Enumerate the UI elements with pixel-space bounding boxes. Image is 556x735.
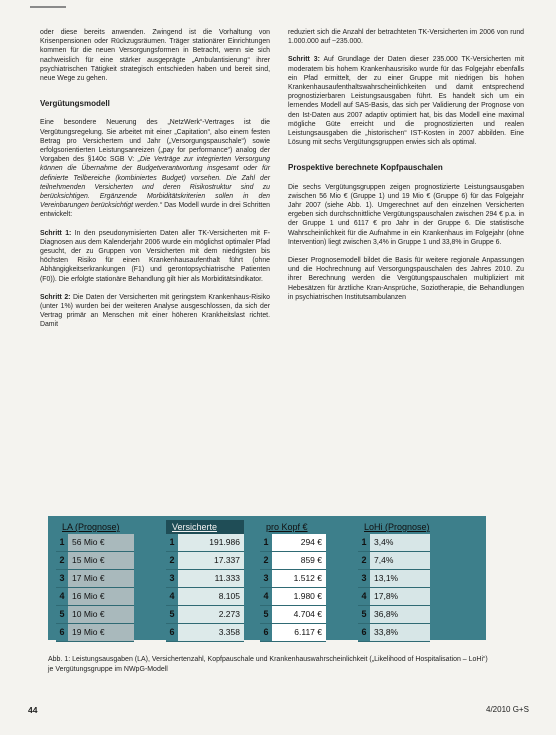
la-row [56, 624, 134, 642]
versicherte-value: 191.986 [178, 534, 244, 551]
group-number: 6 [260, 624, 272, 641]
pro-kopf-value: 6.117 € [272, 624, 326, 641]
group-number: 2 [56, 552, 68, 569]
lohi-row [358, 606, 430, 624]
versicherte-value: 17.337 [178, 552, 244, 569]
step-3-label: Schritt 3: [288, 56, 320, 64]
law-quote: „Die Verträge zur integrierten Versorgung können die Übernahme der Budgetverantwortung insgesamt oder für definierte Teilbereiche (kombiniertes Budget) vorsehen. Die Zahl der teilnehmenden Versicherten und deren Risikostruktur sind zu berücksichtigen. Ergänzende Morbiditätskriterien sollen in den Vereinbarungen berücksichtigt werden.“ [40, 156, 270, 210]
la-value: 15 Mio € [68, 552, 134, 569]
section-heading-kopfpauschalen: Prospektive berechnete Kopfpauschalen [288, 163, 443, 173]
lohi-header: LoHi (Prognose) [364, 522, 430, 532]
lohi-value: 36,8% [370, 606, 430, 623]
group-number: 1 [260, 534, 272, 551]
versicherte-rows [166, 534, 244, 642]
pro-kopf-row [260, 606, 326, 624]
group-number: 4 [260, 588, 272, 605]
la-rows [56, 534, 134, 642]
group-number: 3 [260, 570, 272, 587]
left-column [40, 28, 270, 339]
versicherte-row [166, 534, 244, 552]
group-number: 1 [166, 534, 178, 551]
group-number: 5 [166, 606, 178, 623]
issue-label: 4/2010 G+S [486, 705, 529, 714]
group-number: 2 [166, 552, 178, 569]
lohi-value: 3,4% [370, 534, 430, 551]
step-3-text: Auf Grundlage der Daten dieser 235.000 TK-Versicherten mit moderatem bis hohem Krankenhausrisiko wurde für das Folgejahr ebenfalls ein Pfad ermittelt, der zu einer Gruppe mit niedrigen bis hohen Krankenhausaufenthaltswahrscheinlichkeiten und damit entsprechend prognostizierbaren Leistungsausgaben führt. Es handelt sich um ein lernendes Modell auf SAS-Basis, das sich per Validierung der Prognose von den Ist-Daten aus 2007 adaptiv optimiert hat, bis das Modell eine maximal mögliche Güte erreicht und die prognostizierten und realen Leistungsausgaben die „historischen“ IST-Kosten in 2007 abbilden. Eine Lösung mit sechs Vergütungsgruppen erwies sich als optimal. [288, 56, 524, 147]
la-column [56, 520, 134, 642]
page-number: 44 [28, 705, 38, 715]
versicherte-row [166, 588, 244, 606]
section-heading-verguetungsmodell: Vergütungsmodell [40, 99, 110, 109]
group-number: 5 [56, 606, 68, 623]
verguetung-text: Eine besondere Neuerung des „NetzWerk“-Vertrages ist die Vergütungsregelung. Sie arbeitet mit einer „Capitation“, also einem festen Betrag pro Versichertem und Jahr („Versorgungspauschale“) sowie erfolgsorientierten Leistungsanreizen („pay for performance“) analog der Vorgaben des §140c SGB V: [40, 119, 270, 164]
pro-kopf-row [260, 552, 326, 570]
lohi-row [358, 552, 430, 570]
lohi-row [358, 588, 430, 606]
versicherte-value: 3.358 [178, 624, 244, 641]
lohi-row [358, 624, 430, 642]
group-number: 4 [56, 588, 68, 605]
la-row [56, 534, 134, 552]
versicherte-row [166, 570, 244, 588]
pro-kopf-row [260, 570, 326, 588]
versicherte-value: 8.105 [178, 588, 244, 605]
versicherte-value: 11.333 [178, 570, 244, 587]
group-number: 3 [166, 570, 178, 587]
lohi-rows [358, 534, 430, 642]
lohi-value: 17,8% [370, 588, 430, 605]
la-row [56, 606, 134, 624]
versicherte-column [166, 520, 244, 642]
group-number: 1 [56, 534, 68, 551]
pro-kopf-value: 1.512 € [272, 570, 326, 587]
lohi-row [358, 570, 430, 588]
versicherte-row [166, 624, 244, 642]
group-number: 2 [260, 552, 272, 569]
group-number: 4 [166, 588, 178, 605]
pro-kopf-row [260, 624, 326, 642]
step-2-label: Schritt 2: [40, 293, 71, 301]
group-number: 1 [358, 534, 370, 551]
lohi-value: 7,4% [370, 552, 430, 569]
la-value: 10 Mio € [68, 606, 134, 623]
la-row [56, 588, 134, 606]
lohi-value: 33,8% [370, 624, 430, 641]
pro-kopf-value: 294 € [272, 534, 326, 551]
header-rule [30, 6, 66, 8]
pro-kopf-row [260, 534, 326, 552]
step-1-text: In den pseudonymisierten Daten aller TK-Versicherten mit F-Diagnosen aus dem Kalenderjahr 2006 wurde ein möglichst optimaler Pfad gesucht, der zu Gruppen von Versicherten mit dem niedrigsten bis höchsten Risiko für einen Krankenhausaufenthalt führt (ohne Abhängigkeitserkrankungen (F1) und gerontopsychiatrische Patienten (F0)). Die erfolgte stationäre Behandlung gilt hier als Morbiditätsindikator. [40, 229, 270, 283]
step-3-paragraph [288, 55, 524, 147]
versicherte-header: Versicherte [166, 520, 244, 534]
verguetung-paragraph [40, 118, 270, 219]
pro-kopf-value: 859 € [272, 552, 326, 569]
group-number: 3 [56, 570, 68, 587]
pro-kopf-header: pro Kopf € [266, 522, 308, 532]
group-number: 4 [358, 588, 370, 605]
la-value: 16 Mio € [68, 588, 134, 605]
verguetung-text-end: Das Modell wurde in drei Schritten entwickelt: [40, 202, 270, 219]
kopfpauschalen-paragraph-1: Die sechs Vergütungsgruppen zeigen prognostizierte Leistungsausgaben zwischen 56 Mio € (Gruppe 1) und 19 Mio € (Gruppe 6) für das Folgejahr Jahr 2007 (siehe Abb. 1). Umgerechnet auf den einzelnen Versicherten ergeben sich durchschnittliche Vergütungspauschalen zwischen 294 € p.a. in der Gruppe 1 und 6117 € pro Jahr in der Gruppe 6. Die statistische Wahrscheinlichkeit für die Aufnahme in ein Krankenhaus im Folgejahr (ohne Intervention) liegt zwischen 3,4% in Gruppe 1 und 33,8% in Gruppe 6. [288, 183, 524, 246]
step-2-text: Die Daten der Versicherten mit geringstem Krankenhaus-Risiko (unter 1%) wurden bei der weiteren Analyse ausgeschlossen, da sich der Vertrag primär an Menschen mit einer höheren Krankheitslast richtet. Damit [40, 293, 270, 329]
right-column [288, 28, 524, 311]
step-2-paragraph [40, 293, 270, 330]
step-1-label: Schritt 1: [40, 229, 72, 237]
versicherte-value: 2.273 [178, 606, 244, 623]
left-intro-paragraph: oder diese bereits anwenden. Zwingend ist die Vorhaltung von Krisenpensionen oder Rückzugsräumen. Träger stationärer Einrichtungen kommen für die neuen Versorgungsformen in Betracht, wenn sie sich nachweislich für eine stärker ausgeprägte „Ambulantisierung“ ihrer psychiatrischen Tätigkeit strategisch entschieden haben und bereit sind, neue Wege zu gehen. [40, 29, 270, 83]
la-row [56, 552, 134, 570]
group-number: 6 [56, 624, 68, 641]
kopfpauschalen-paragraph-2: Dieser Prognosemodell bildet die Basis für weitere regionale Anpassungen und die Hochrechnung auf Versorgungspauschalen des Jahres 2010. Zu ihrer Berechnung werden die Vergütungspauschalen multipliziert mit Hebesätzen für ärztliche Kran-Ansprüche, Soziotherapie, die Behandlungen in psychiatrischen Institutsambulanzen [288, 257, 524, 301]
pro-kopf-row [260, 588, 326, 606]
group-number: 2 [358, 552, 370, 569]
la-header: LA (Prognose) [62, 522, 120, 532]
group-number: 5 [260, 606, 272, 623]
lohi-value: 13,1% [370, 570, 430, 587]
right-intro-paragraph: reduziert sich die Anzahl der betrachteten TK-Versicherten im 2006 von rund 1.000.000 auf ~235.000. [288, 29, 524, 46]
la-value: 17 Mio € [68, 570, 134, 587]
pro-kopf-value: 4.704 € [272, 606, 326, 623]
figure-caption: Abb. 1: Leistungsausgaben (LA), Versichertenzahl, Kopfpauschale und Krankenhauswahrscheinlichkeit („Likelihood of Hospitalisation – LoHi“) je Vergütungsgruppe im NWpG-Modell [48, 656, 488, 673]
figure-table [48, 516, 486, 640]
pro-kopf-value: 1.980 € [272, 588, 326, 605]
pro-kopf-column [260, 520, 326, 642]
la-row [56, 570, 134, 588]
pro-kopf-rows [260, 534, 326, 642]
la-value: 56 Mio € [68, 534, 134, 551]
versicherte-row [166, 552, 244, 570]
group-number: 6 [166, 624, 178, 641]
la-value: 19 Mio € [68, 624, 134, 641]
lohi-column [358, 520, 430, 642]
group-number: 6 [358, 624, 370, 641]
versicherte-row [166, 606, 244, 624]
group-number: 5 [358, 606, 370, 623]
group-number: 3 [358, 570, 370, 587]
step-1-paragraph [40, 229, 270, 284]
lohi-row [358, 534, 430, 552]
